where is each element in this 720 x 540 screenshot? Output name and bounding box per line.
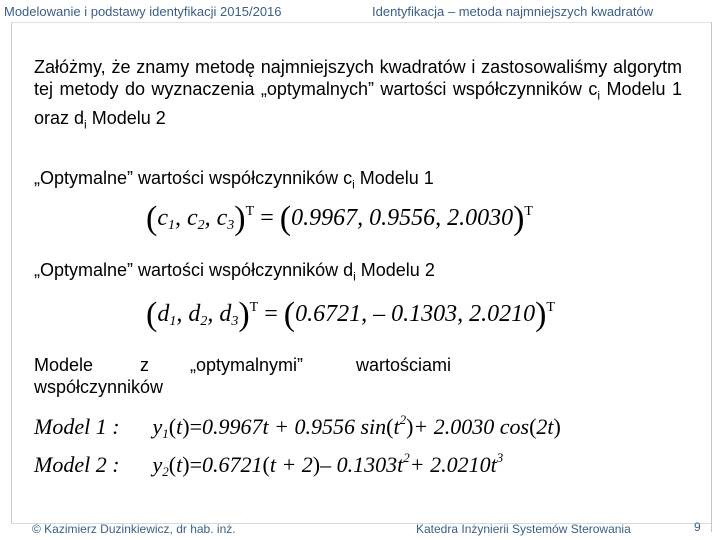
intro-sub-d: i	[84, 117, 87, 132]
footer-author: © Kazimierz Duzinkiewicz, dr hab. inż.	[32, 522, 236, 536]
formula-d-values: 0.6721, – 0.1303, 2.0210	[295, 301, 536, 327]
section-c-label	[34, 168, 434, 192]
formula-d-var-3: d	[219, 301, 232, 327]
model-2-term-c: + 2.0210t	[409, 452, 497, 477]
model-2-equation: Model 2 : y2(t)=0.6721(t + 2)– $0.1303t^2+ 2.0210t^3$	[34, 450, 504, 479]
model-1-output-sub: 1	[162, 426, 169, 441]
section-d-label-sub: i	[353, 269, 356, 284]
formula-c-vector: ($c_1$, $c_2$, $c_3)^T = (0.9967$, 0.9556, 2.0030)$^T$	[146, 200, 533, 237]
formula-c-values: 0.9967, 0.9556, 2.0030	[291, 205, 514, 231]
formula-d-vector: ($d_1$, $d_2$, $d_3)^T = (0.6721$, – 0.1303, 2.0210)$^T$	[146, 296, 555, 333]
header-topic-title: Identyfikacja – metoda najmniejszych kwadratów	[372, 4, 654, 19]
model-2-exp-c: 3	[496, 450, 504, 465]
slide-frame-left	[11, 22, 12, 524]
model-2-label: Model 2 :	[34, 452, 120, 477]
model-1-sin-arg: t	[393, 414, 400, 439]
models-intro-word-4: wartościami	[356, 355, 452, 375]
section-d-label-suffix: Modelu 2	[355, 260, 435, 280]
models-intro-word-2: z	[140, 355, 149, 375]
footer-department: Katedra Inżynierii Systemów Sterowania	[416, 522, 631, 536]
model-2-term-b: – 0.1303t	[320, 452, 404, 477]
models-intro-word-5: współczynników	[34, 377, 164, 397]
formula-d-transpose-rhs: T	[546, 300, 555, 315]
slide-frame-right	[711, 22, 712, 532]
section-c-label-text: „Optymalne” wartości współczynników c	[34, 168, 353, 188]
header-course-title: Modelowanie i podstawy identyfikacji 2015/2016	[4, 4, 282, 19]
model-2-coef-a: 0.6721	[202, 452, 263, 477]
intro-paragraph	[34, 56, 682, 135]
model-1-sin-exp: 2	[399, 412, 407, 427]
intro-text-1: Załóżmy, że znamy metodę najmniejszych kwadratów i zastosowaliśmy algorytm tej metody do wyznaczenia „optymalnych” wartości współczynników c	[34, 57, 682, 99]
model-2-output-sub: 2	[162, 464, 169, 479]
model-1-cos-arg: 2t	[536, 414, 554, 439]
formula-c-sub-1: 1	[167, 218, 175, 233]
formula-d-var-2: d	[188, 301, 201, 327]
formula-c-sub-3: 3	[227, 218, 235, 233]
model-1-equation: Model 1 : y1(t)=0.9967t + 0.9556 $\sin(t^2)+ 2.0030$ cos(2t)	[34, 412, 561, 441]
formula-c-var-3: c	[216, 205, 228, 231]
formula-d-sub-2: 2	[200, 314, 208, 329]
formula-d-sub-1: 1	[169, 314, 177, 329]
model-2-output-var: y	[152, 452, 163, 477]
formula-d-sub-3: 3	[231, 314, 239, 329]
slide-frame-top	[11, 22, 711, 23]
section-c-label-suffix: Modelu 1	[354, 168, 434, 188]
section-d-label-text: „Optymalne” wartości współczynników d	[34, 260, 354, 280]
model-2-exp-b: 2	[403, 450, 410, 465]
intro-sub-c: i	[597, 88, 601, 103]
formula-d-var-1: d	[157, 301, 170, 327]
section-c-label-sub: i	[352, 177, 355, 192]
model-1-term-b: + 2.0030 cos	[413, 414, 530, 439]
formula-c-var-1: c	[157, 205, 168, 231]
formula-c-sub-2: 2	[197, 218, 205, 233]
page-number: 9	[694, 520, 701, 534]
formula-c-var-2: c	[186, 205, 198, 231]
section-d-label	[34, 260, 435, 284]
intro-text-3: Modelu 2	[86, 107, 166, 128]
formula-c-transpose-rhs: T	[524, 204, 533, 219]
formula-d-transpose-lhs: T	[249, 300, 259, 315]
model-1-term-a: 0.9967t + 0.9556 sin	[202, 414, 387, 439]
model-2-paren-arg: t + 2	[269, 452, 313, 477]
models-intro-word-3: „optymalnymi”	[190, 355, 304, 375]
model-1-label: Model 1 :	[34, 414, 120, 439]
formula-c-transpose-lhs: T	[245, 204, 255, 219]
model-1-output-var: y	[152, 414, 163, 439]
intro-text-2: Modelu 1 oraz d	[34, 79, 682, 128]
models-intro-word-1: Modele	[34, 355, 94, 375]
